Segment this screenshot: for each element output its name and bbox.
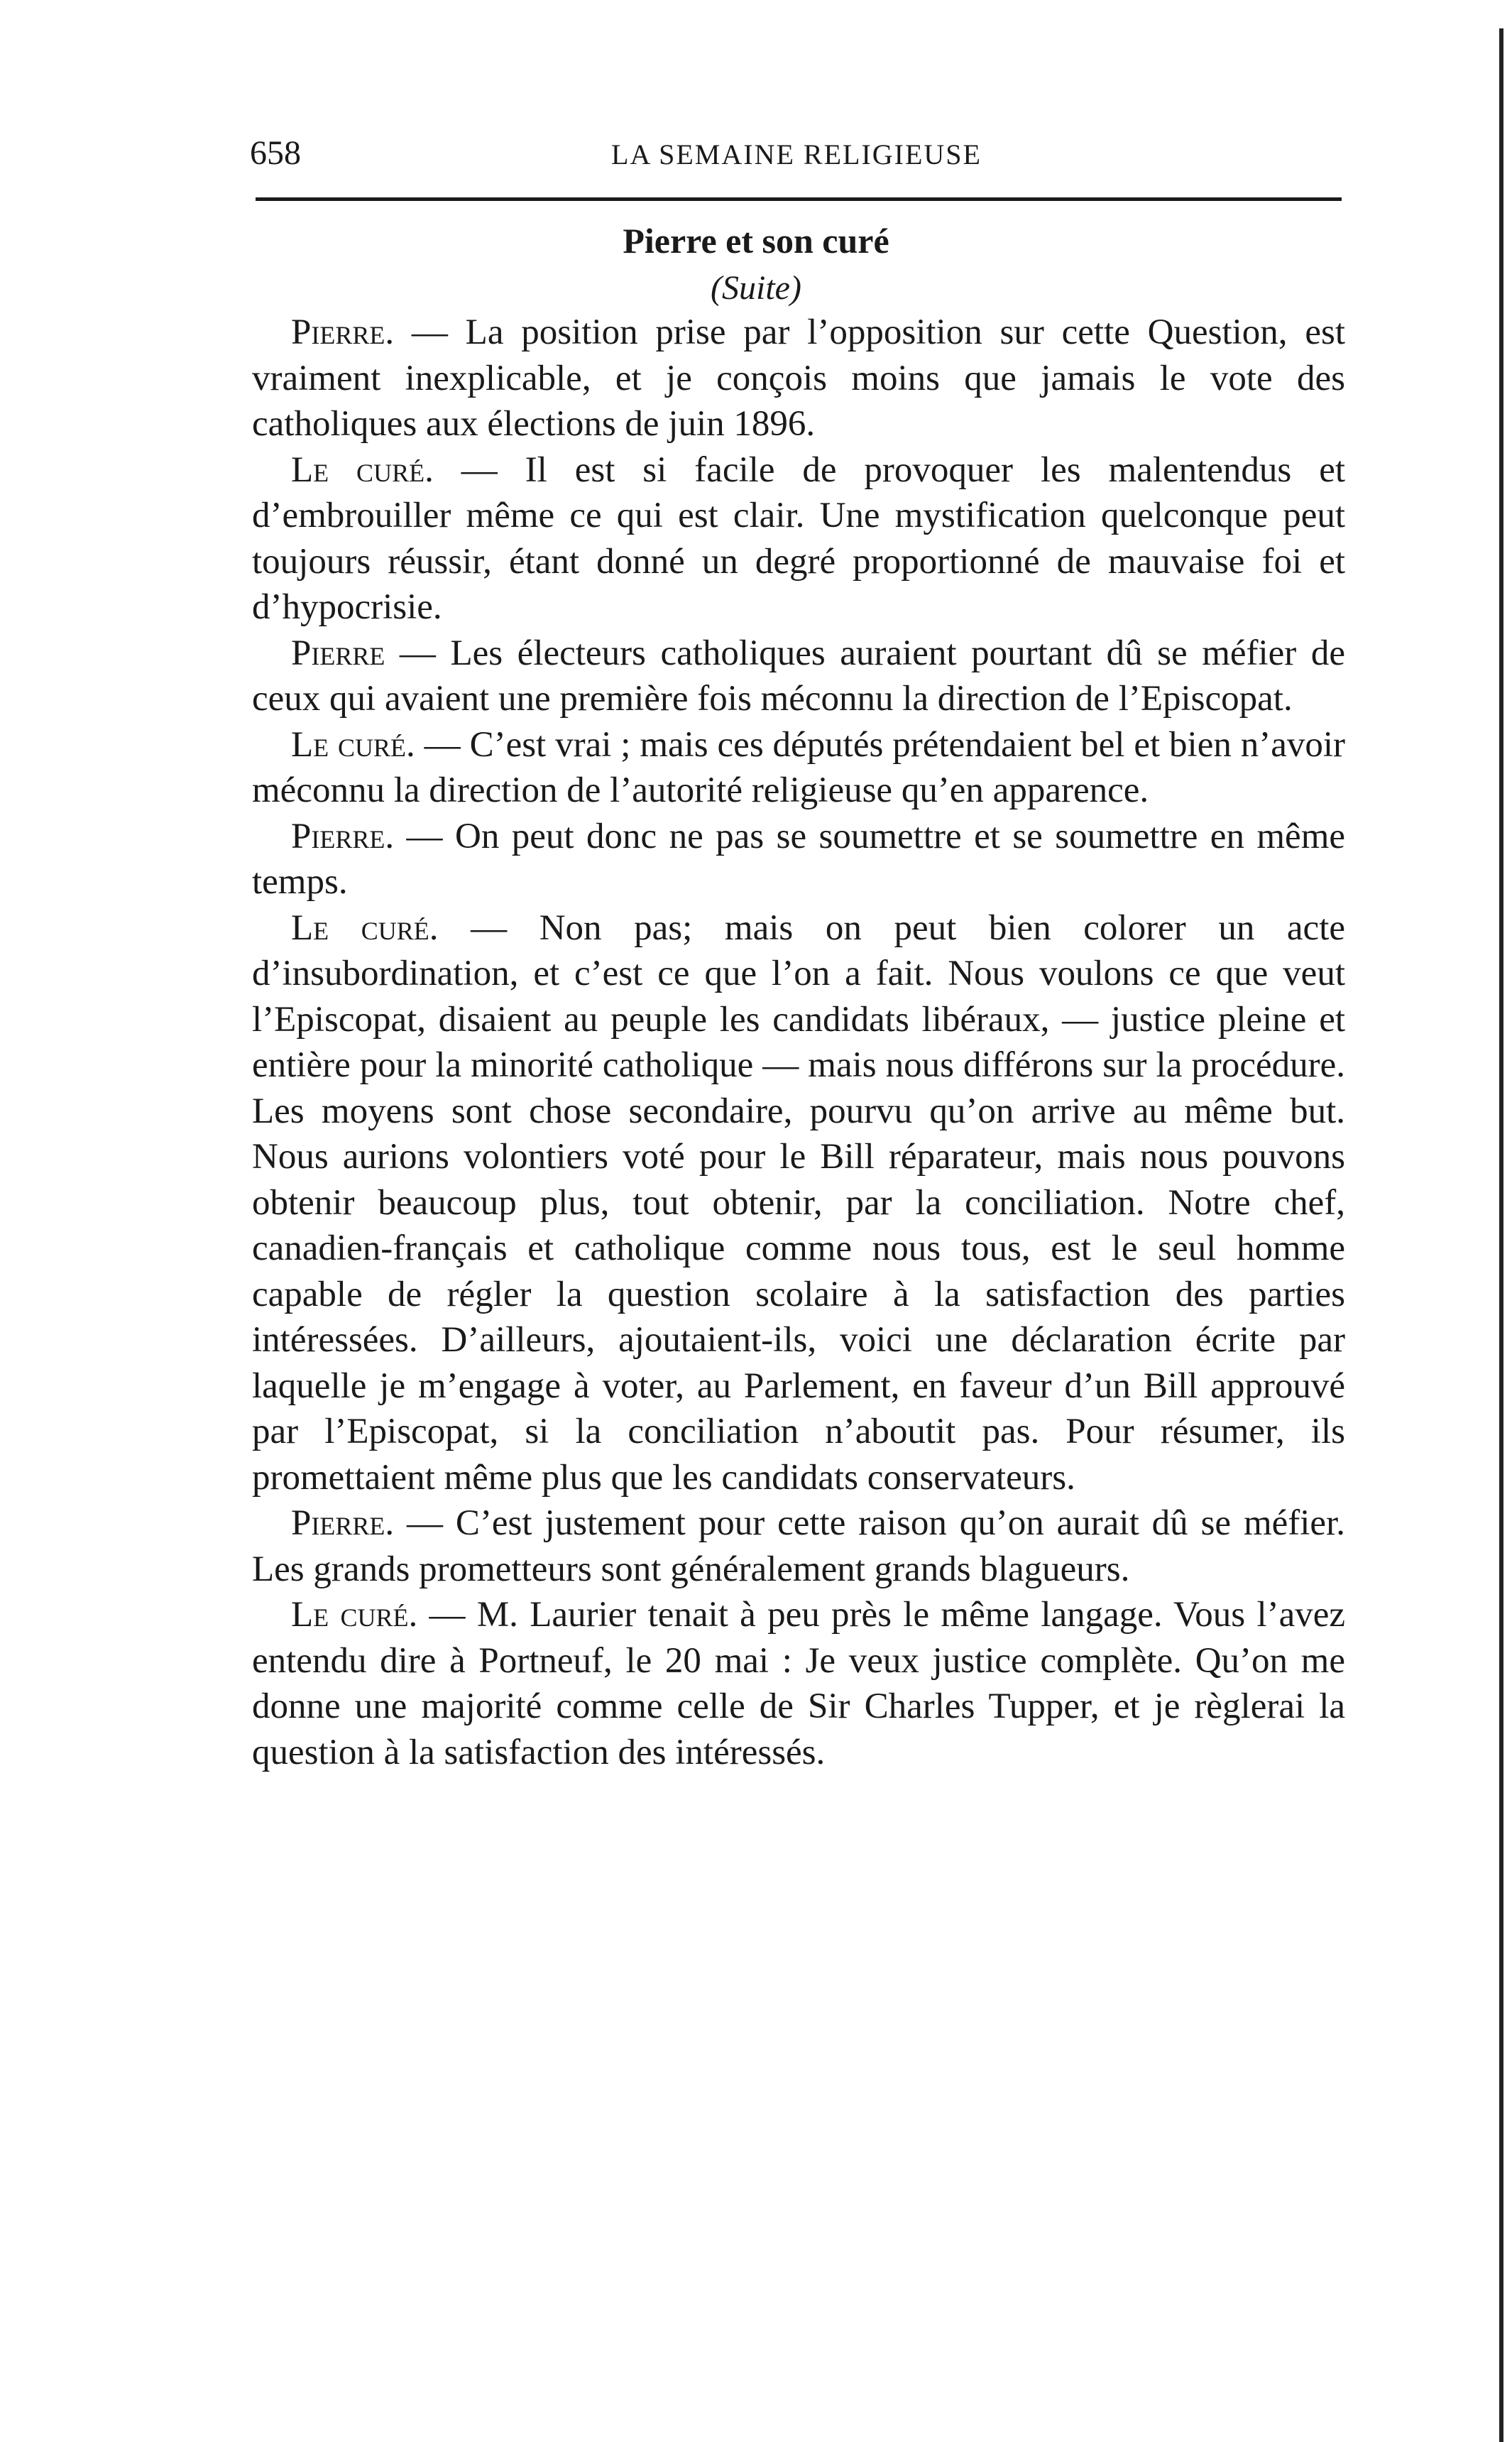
speaker-name: Le curé (291, 724, 407, 765)
paragraph (252, 310, 1345, 447)
speaker-name: Pierre (291, 816, 385, 856)
paragraph (252, 447, 1345, 631)
speaker-name: Pierre (291, 1503, 385, 1543)
paragraph (252, 722, 1345, 814)
article-subtitle: (Suite) (711, 269, 801, 307)
paragraph (252, 814, 1345, 905)
paragraph-text: . — Il est si facile de provoquer les malentendus et d’embrouiller même ce qui est clair. Une mystification quelconque peut toujours réussir, étant donné un degré proportionné de mauvaise foi et d’hypocrisie. (252, 449, 1346, 627)
paragraph-text: . — Non pas; mais on peut bien colorer un acte d’insubordination, et c’est ce que l’on a fait. Nous voulons ce que veut l’Episcopat, disaient au peuple les candidats libéraux, — justice pleine et entière pour la minorité catholique — mais nous différons sur la procédure. Les moyens sont chose secondaire, pourvu qu’on arrive au même but. Nous aurions volontiers voté pour le Bill réparateur, mais nous pouvons obtenir beaucoup plus, tout obtenir, par la conciliation. Notre chef, canadien-français et catholique comme nous tous, est le seul homme capable de régler la question scolaire à la satisfaction des parties intéressées. D’ailleurs, ajoutaient-ils, voici une déclaration écrite par laquelle je m’engage à voter, au Parlement, en faveur d’un Bill approuvé par l’Episcopat, si la conciliation n’aboutit pas. Pour résumer, ils promettaient même plus que les candidats conservateurs. (252, 907, 1345, 1498)
page-edge (1484, 0, 1512, 2442)
paragraph-text: . — C’est justement pour cette raison qu’on aurait dû se méfier. Les grands prometteurs sont généralement grands blagueurs. (252, 1503, 1345, 1589)
dialogue-body (252, 310, 1345, 1775)
header-rule (256, 197, 1342, 201)
paragraph-text: . — C’est vrai ; mais ces députés prétendaient bel et bien n’avoir méconnu la direction de l’autorité religieuse qu’en apparence. (252, 724, 1345, 810)
speaker-name: Pierre (291, 633, 385, 673)
paragraph-text: . — M. Laurier tenait à peu près le même langage. Vous l’avez entendu dire à Portneuf, le 20 mai : Je veux justice complète. Qu’on me donne une majorité comme celle de Sir Charles Tupper, et je règlerai la question à la satisfaction des intéressés. (252, 1595, 1346, 1772)
paragraph (252, 905, 1345, 1501)
paragraph-text: . — On peut donc ne pas se soumettre et se soumettre en même temps. (252, 816, 1345, 902)
page-header (250, 133, 1343, 176)
paragraph (252, 631, 1345, 722)
speaker-name: Le curé (291, 449, 425, 490)
paragraph-text: — Les électeurs catholiques auraient pourtant dû se méfier de ceux qui avaient une première fois méconnu la direction de l’Episcopat. (252, 633, 1345, 719)
speaker-name: Le curé (291, 1595, 409, 1635)
speaker-name: Pierre (291, 312, 385, 352)
page-number: 658 (250, 134, 301, 172)
running-title: LA SEMAINE RELIGIEUSE (611, 138, 982, 170)
article-title: Pierre et son curé (623, 221, 889, 261)
paragraph (252, 1592, 1345, 1775)
speaker-name: Le curé (291, 907, 429, 948)
paragraph-text: . — La position prise par l’opposition sur cette Question, est vraiment inexplicable, et je conçois moins que jamais le vote des catholiques aux élections de juin 1896. (252, 312, 1345, 444)
paragraph (252, 1500, 1345, 1592)
